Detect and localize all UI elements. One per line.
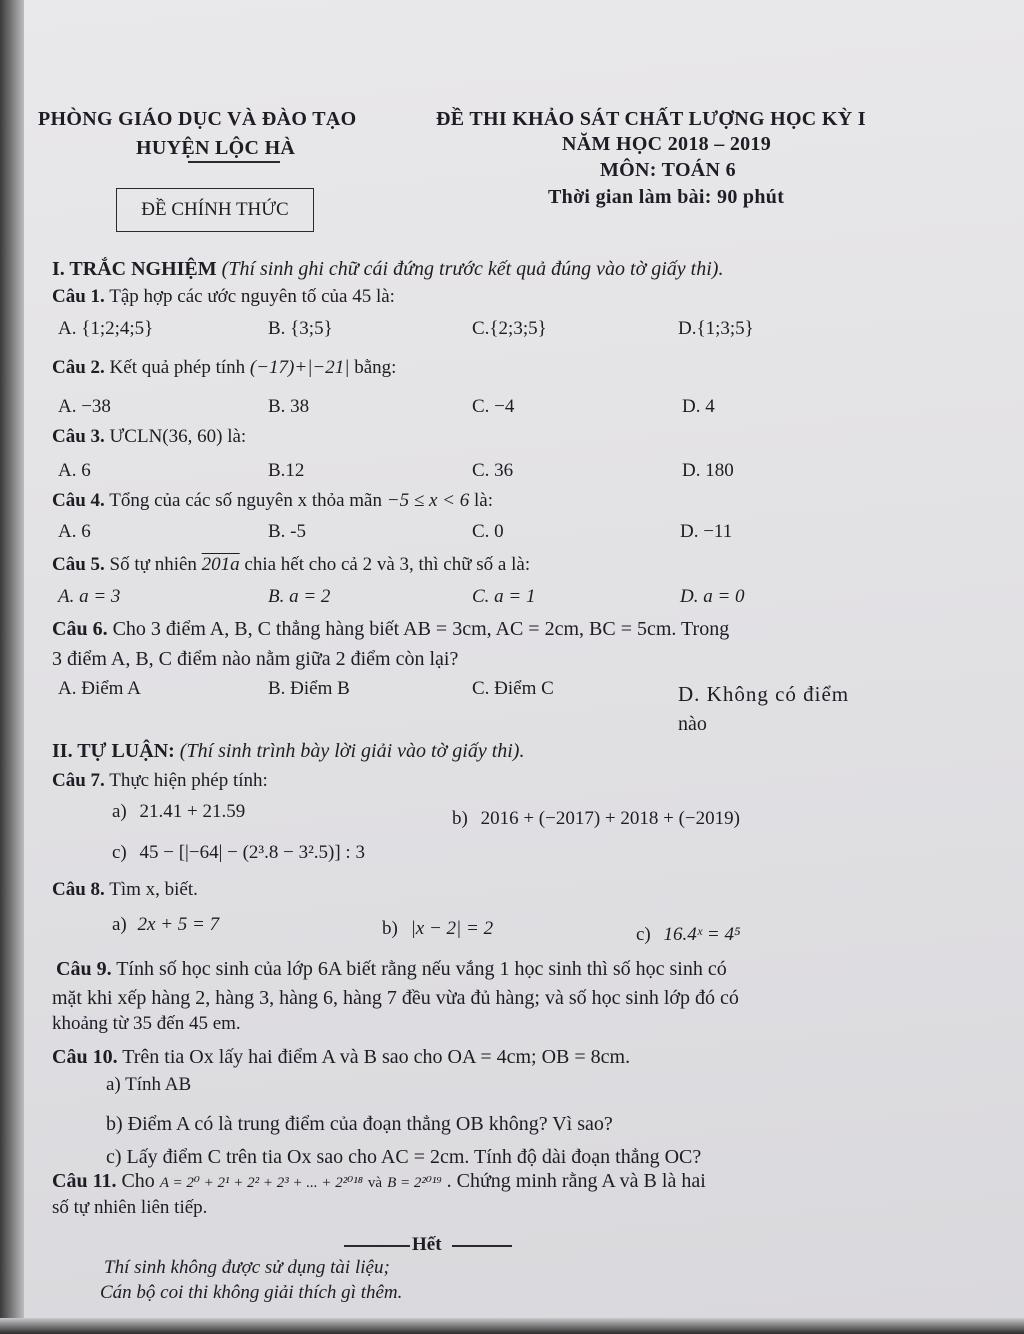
q10-part-a: a) Tính AB bbox=[106, 1074, 192, 1095]
q3-option-d: D. 180 bbox=[682, 460, 734, 481]
question-6-text: Cho 3 điểm A, B, C thẳng hàng biết AB = 3cm, AC = 2cm, BC = 5cm. Trong bbox=[112, 618, 730, 640]
q5-option-b: B. a = 2 bbox=[268, 586, 331, 607]
question-1-label: Câu 1. bbox=[52, 286, 105, 307]
question-9-label: Câu 9. bbox=[56, 958, 112, 980]
q4-option-a: A. 6 bbox=[58, 521, 91, 542]
question-2-label: Câu 2. bbox=[52, 357, 105, 378]
question-11-pre: Cho bbox=[121, 1170, 155, 1192]
question-4-text: Tổng của các số nguyên x thỏa mãn bbox=[109, 490, 382, 511]
question-11-a-expression: A = 2⁰ + 2¹ + 2² + 2³ + ... + 2²⁰¹⁸ bbox=[159, 1175, 363, 1191]
q8-part-b-expression: |x − 2| = 2 bbox=[410, 918, 494, 939]
q8-part-c bbox=[636, 924, 741, 946]
question-5-label: Câu 5. bbox=[52, 554, 105, 575]
q5-option-c: C. a = 1 bbox=[472, 586, 536, 607]
part1-title: I. TRẮC NGHIỆM bbox=[52, 258, 217, 280]
question-7-label: Câu 7. bbox=[52, 770, 105, 791]
question-3-text: ƯCLN(36, 60) là: bbox=[109, 426, 247, 447]
subject: MÔN: TOÁN 6 bbox=[600, 159, 736, 181]
question-11 bbox=[52, 1170, 706, 1193]
q7-part-b bbox=[452, 808, 740, 830]
question-9-line1: Tính số học sinh của lớp 6A biết rằng nếu vắng 1 học sinh thì số học sinh có bbox=[116, 958, 727, 980]
district-name: HUYỆN LỘC HÀ bbox=[136, 137, 296, 159]
exam-title: ĐỀ THI KHẢO SÁT CHẤT LƯỢNG HỌC KỲ I bbox=[436, 108, 866, 130]
q4-option-b: B. -5 bbox=[268, 521, 306, 542]
q2-option-d: D. 4 bbox=[682, 396, 715, 417]
q8-part-b-label: b) bbox=[382, 918, 398, 939]
page-edge-bottom bbox=[0, 1318, 1024, 1334]
end-marker: Hết bbox=[412, 1234, 442, 1255]
question-2-tail: bằng: bbox=[354, 357, 397, 378]
question-1 bbox=[52, 286, 395, 308]
question-11-line2: số tự nhiên liên tiếp. bbox=[52, 1197, 208, 1218]
q8-part-c-label: c) bbox=[636, 924, 651, 945]
q2-option-c: C. −4 bbox=[472, 396, 515, 417]
question-8-text: Tìm x, biết. bbox=[109, 879, 198, 900]
question-2-text: Kết quả phép tính bbox=[109, 357, 246, 378]
q4-option-d: D. −11 bbox=[680, 521, 733, 542]
footer-note-2: Cán bộ coi thi không giải thích gì thêm. bbox=[100, 1282, 403, 1303]
q10-part-c: c) Lấy điểm C trên tia Ox sao cho AC = 2cm. Tính độ dài đoạn thẳng OC? bbox=[106, 1146, 702, 1168]
district-underline bbox=[188, 161, 280, 163]
question-1-text: Tập hợp các ước nguyên tố của 45 là: bbox=[109, 286, 395, 307]
question-3-label: Câu 3. bbox=[52, 426, 105, 447]
q2-option-a: A. −38 bbox=[58, 396, 111, 417]
q3-option-b: B.12 bbox=[268, 460, 305, 481]
question-8 bbox=[52, 879, 198, 901]
page-edge-left bbox=[0, 0, 24, 1334]
department-name: PHÒNG GIÁO DỤC VÀ ĐÀO TẠO bbox=[38, 108, 357, 130]
q1-option-c: C.{2;3;5} bbox=[472, 318, 547, 339]
q2-option-b: B. 38 bbox=[268, 396, 310, 417]
q7-part-a-label: a) bbox=[112, 801, 127, 822]
q8-part-b bbox=[382, 918, 493, 940]
question-4-label: Câu 4. bbox=[52, 490, 105, 511]
q10-part-b: b) Điểm A có là trung điểm của đoạn thẳng OB không? Vì sao? bbox=[106, 1113, 613, 1135]
q7-part-b-expression: 2016 + (−2017) + 2018 + (−2019) bbox=[480, 808, 740, 829]
question-4-tail: là: bbox=[474, 490, 494, 511]
time-limit: Thời gian làm bài: 90 phút bbox=[548, 186, 785, 208]
part2-note: (Thí sinh trình bày lời giải vào tờ giấy thi). bbox=[179, 740, 525, 762]
question-3 bbox=[52, 426, 246, 448]
question-11-tail: . Chứng minh rằng A và B là hai bbox=[446, 1170, 706, 1192]
question-10 bbox=[52, 1046, 630, 1069]
q3-option-a: A. 6 bbox=[58, 460, 91, 481]
q1-option-d: D.{1;3;5} bbox=[678, 318, 754, 339]
question-7-text: Thực hiện phép tính: bbox=[109, 770, 268, 791]
end-rule-right bbox=[452, 1245, 512, 1247]
q7-part-a bbox=[112, 801, 245, 823]
question-4 bbox=[52, 490, 493, 512]
q1-option-b: B. {3;5} bbox=[268, 318, 333, 339]
official-exam-label: ĐỀ CHÍNH THỨC bbox=[141, 199, 289, 220]
q6-option-c: C. Điểm C bbox=[472, 678, 554, 699]
question-10-text: Trên tia Ox lấy hai điểm A và B sao cho OA = 4cm; OB = 8cm. bbox=[122, 1046, 631, 1068]
q7-part-c-label: c) bbox=[112, 842, 127, 863]
question-6-line2: 3 điểm A, B, C điểm nào nằm giữa 2 điểm còn lại? bbox=[52, 648, 459, 670]
q6-option-a: A. Điểm A bbox=[58, 678, 141, 699]
q7-part-a-expression: 21.41 + 21.59 bbox=[139, 801, 246, 822]
q1-option-a: A. {1;2;4;5} bbox=[58, 318, 154, 339]
question-9 bbox=[56, 958, 727, 981]
q7-part-b-label: b) bbox=[452, 808, 468, 829]
question-11-b-expression: B = 2²⁰¹⁹ bbox=[387, 1175, 442, 1191]
question-5-number: 201a bbox=[201, 554, 240, 575]
q6-option-d-cont: nào bbox=[678, 713, 707, 735]
question-9-line3: khoảng từ 35 đến 45 em. bbox=[52, 1013, 241, 1034]
q3-option-c: C. 36 bbox=[472, 460, 514, 481]
part2-heading bbox=[52, 740, 524, 763]
question-11-mid: và bbox=[367, 1175, 383, 1191]
question-5-tail: chia hết cho cả 2 và 3, thì chữ số a là: bbox=[244, 554, 531, 575]
part1-note: (Thí sinh ghi chữ cái đứng trước kết quả đúng vào tờ giấy thi). bbox=[221, 258, 724, 280]
q7-part-c-expression: 45 − [|−64| − (2³.8 − 3².5)] : 3 bbox=[139, 842, 365, 863]
question-8-label: Câu 8. bbox=[52, 879, 105, 900]
q8-part-a-expression: 2x + 5 = 7 bbox=[137, 914, 220, 935]
part2-title: II. TỰ LUẬN: bbox=[52, 740, 175, 762]
question-9-line2: mặt khi xếp hàng 2, hàng 3, hàng 6, hàng 7 đều vừa đủ hàng; và số học sinh lớp đó có bbox=[52, 987, 739, 1009]
question-7 bbox=[52, 770, 268, 792]
question-4-expression: −5 ≤ x < 6 bbox=[386, 490, 470, 511]
question-5 bbox=[52, 554, 530, 576]
q5-option-a: A. a = 3 bbox=[58, 586, 121, 607]
question-6 bbox=[52, 618, 729, 641]
end-rule-left bbox=[344, 1245, 410, 1247]
question-2-expression: (−17)+|−21| bbox=[249, 357, 350, 378]
q7-part-c bbox=[112, 842, 365, 864]
q8-part-a bbox=[112, 914, 219, 936]
question-10-label: Câu 10. bbox=[52, 1046, 118, 1068]
official-exam-box bbox=[116, 188, 314, 232]
school-year: NĂM HỌC 2018 – 2019 bbox=[562, 133, 772, 155]
q6-option-d: D. Không có điểm bbox=[678, 682, 850, 706]
question-2 bbox=[52, 357, 396, 379]
question-5-text: Số tự nhiên bbox=[109, 554, 197, 575]
q8-part-a-label: a) bbox=[112, 914, 127, 935]
q4-option-c: C. 0 bbox=[472, 521, 504, 542]
q8-part-c-expression: 16.4ˣ = 4⁵ bbox=[663, 924, 741, 945]
question-11-label: Câu 11. bbox=[52, 1170, 117, 1192]
part1-heading bbox=[52, 258, 723, 281]
q5-option-d: D. a = 0 bbox=[680, 586, 745, 607]
question-6-label: Câu 6. bbox=[52, 618, 108, 640]
q6-option-b: B. Điểm B bbox=[268, 678, 350, 699]
footer-note-1: Thí sinh không được sử dụng tài liệu; bbox=[104, 1257, 390, 1278]
